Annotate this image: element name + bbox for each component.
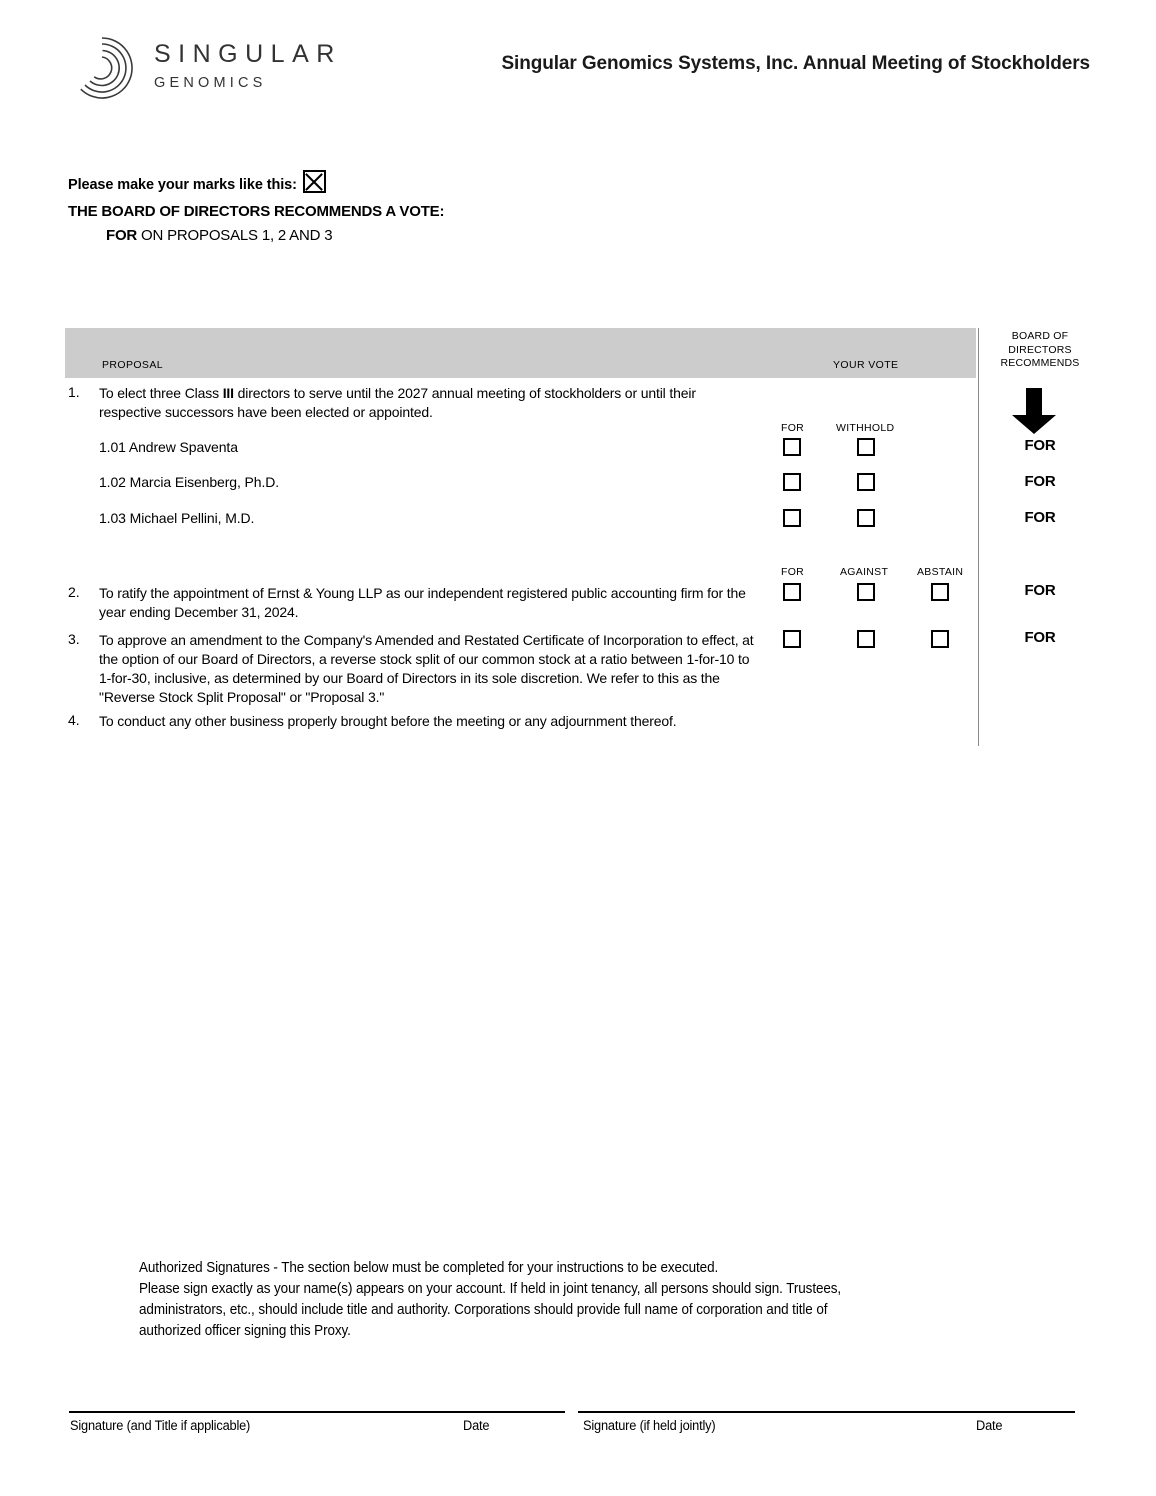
logo-wordmark xyxy=(154,42,342,91)
authorized-signatures-block xyxy=(139,1258,939,1342)
checkbox-nominee-1-03-for[interactable] xyxy=(783,509,801,527)
recommendation-nominee-1-03: FOR xyxy=(1024,509,1056,526)
vertical-divider xyxy=(978,328,979,746)
checkbox-nominee-1-01-for[interactable] xyxy=(783,438,801,456)
checkbox-nominee-1-03-withhold[interactable] xyxy=(857,509,875,527)
column-label-withhold: WITHHOLD xyxy=(836,422,895,434)
checkbox-nominee-1-01-withhold[interactable] xyxy=(857,438,875,456)
checkbox-nominee-1-02-withhold[interactable] xyxy=(857,473,875,491)
column-header-your-vote: YOUR VOTE xyxy=(833,359,899,371)
proposal-4-number: 4. xyxy=(68,712,80,728)
column-label-for-1: FOR xyxy=(781,422,805,434)
board-recommendation-detail xyxy=(106,227,332,244)
proposal-1-text xyxy=(99,384,749,422)
nominee-1-03: 1.03 Michael Pellini, M.D. xyxy=(99,510,255,526)
marks-instruction xyxy=(68,170,326,193)
signature-label-2: Signature (if held jointly) xyxy=(583,1418,716,1433)
checkbox-nominee-1-02-for[interactable] xyxy=(783,473,801,491)
logo-genomics-text: GENOMICS xyxy=(154,75,267,91)
date-label-2: Date xyxy=(976,1418,1003,1433)
column-label-against: AGAINST xyxy=(840,566,889,578)
company-logo xyxy=(66,32,406,104)
checkbox-proposal-2-abstain[interactable] xyxy=(931,583,949,601)
auth-text-line-4: authorized officer signing this Proxy. xyxy=(139,1323,351,1339)
proposal-1-number: 1. xyxy=(68,384,80,400)
proposal-1-text-before: To elect three Class xyxy=(99,385,223,401)
checkbox-proposal-3-abstain[interactable] xyxy=(931,630,949,648)
down-arrow-icon xyxy=(1008,388,1060,434)
proposal-2-text: To ratify the appointment of Ernst & Young LLP as our independent registered public accounting firm for the year ending December 31, 2024. xyxy=(99,585,746,620)
recommendation-proposal-3: FOR xyxy=(1024,629,1056,646)
proposal-4-text: To conduct any other business properly brought before the meeting or any adjournment thereof. xyxy=(99,713,677,729)
marks-instruction-label: Please make your marks like this: xyxy=(68,177,297,193)
board-header-line-2: DIRECTORS xyxy=(1008,343,1072,356)
signature-line-2[interactable] xyxy=(578,1411,1075,1413)
recommendation-proposal-2: FOR xyxy=(1024,582,1056,599)
board-header-line-3: RECOMMENDS xyxy=(1000,357,1080,369)
signature-line-1[interactable] xyxy=(69,1411,565,1413)
board-header-line-1: BOARD OF xyxy=(1011,330,1069,342)
recommendation-rest: ON PROPOSALS 1, 2 AND 3 xyxy=(137,227,333,244)
checkbox-proposal-2-for[interactable] xyxy=(783,583,801,601)
singular-rings-icon xyxy=(66,32,138,104)
column-label-for-2: FOR xyxy=(781,566,805,578)
board-recommendation-heading: THE BOARD OF DIRECTORS RECOMMENDS A VOTE: xyxy=(68,203,445,220)
proposal-2-number: 2. xyxy=(68,584,80,600)
recommendation-nominee-1-01: FOR xyxy=(1024,437,1056,454)
table-header-bar xyxy=(65,328,976,378)
logo-singular-text: SINGULAR xyxy=(154,40,342,68)
page-title: Singular Genomics Systems, Inc. Annual Meeting of Stockholders xyxy=(501,53,1090,74)
signature-label-1: Signature (and Title if applicable) xyxy=(70,1418,251,1433)
checkbox-proposal-2-against[interactable] xyxy=(857,583,875,601)
date-label-1: Date xyxy=(463,1418,490,1433)
proposal-1-class-label: III xyxy=(222,385,234,401)
proposal-3-number: 3. xyxy=(68,631,80,647)
checkbox-proposal-3-for[interactable] xyxy=(783,630,801,648)
proposal-3-text: To approve an amendment to the Company's Amended and Restated Certificate of Incorporation to effect, at the option of our Board of Directors, a reverse stock split of our common stock at a ratio between 1-for-10 to 1-for-30, inclusive, as determined by our Board of Directors in its sole discretion. We refer to this as the "Reverse Stock Split Proposal" or "Proposal 3." xyxy=(99,632,754,705)
example-checkbox-x-icon xyxy=(303,170,326,193)
proposal-1-text-after: directors to serve until the 2027 annual meeting of stockholders or until their respective successors have been elected or appointed. xyxy=(99,385,696,420)
checkbox-proposal-3-against[interactable] xyxy=(857,630,875,648)
nominee-1-02: 1.02 Marcia Eisenberg, Ph.D. xyxy=(99,474,280,490)
column-label-abstain: ABSTAIN xyxy=(917,566,964,578)
auth-text-line-1: Authorized Signatures - The section below must be completed for your instructions to be executed. xyxy=(139,1260,719,1276)
column-header-proposal: PROPOSAL xyxy=(102,359,163,371)
recommendation-nominee-1-02: FOR xyxy=(1024,473,1056,490)
column-header-board-recommends xyxy=(985,330,1095,371)
auth-text-line-2: Please sign exactly as your name(s) appears on your account. If held in joint tenancy, all persons should sign. Trustees, xyxy=(139,1281,842,1297)
auth-text-line-3: administrators, etc., should include title and authority. Corporations should provide full name of corporation and title of xyxy=(139,1302,828,1318)
nominee-1-01: 1.01 Andrew Spaventa xyxy=(99,439,238,455)
recommendation-emphasis: FOR xyxy=(106,227,138,244)
